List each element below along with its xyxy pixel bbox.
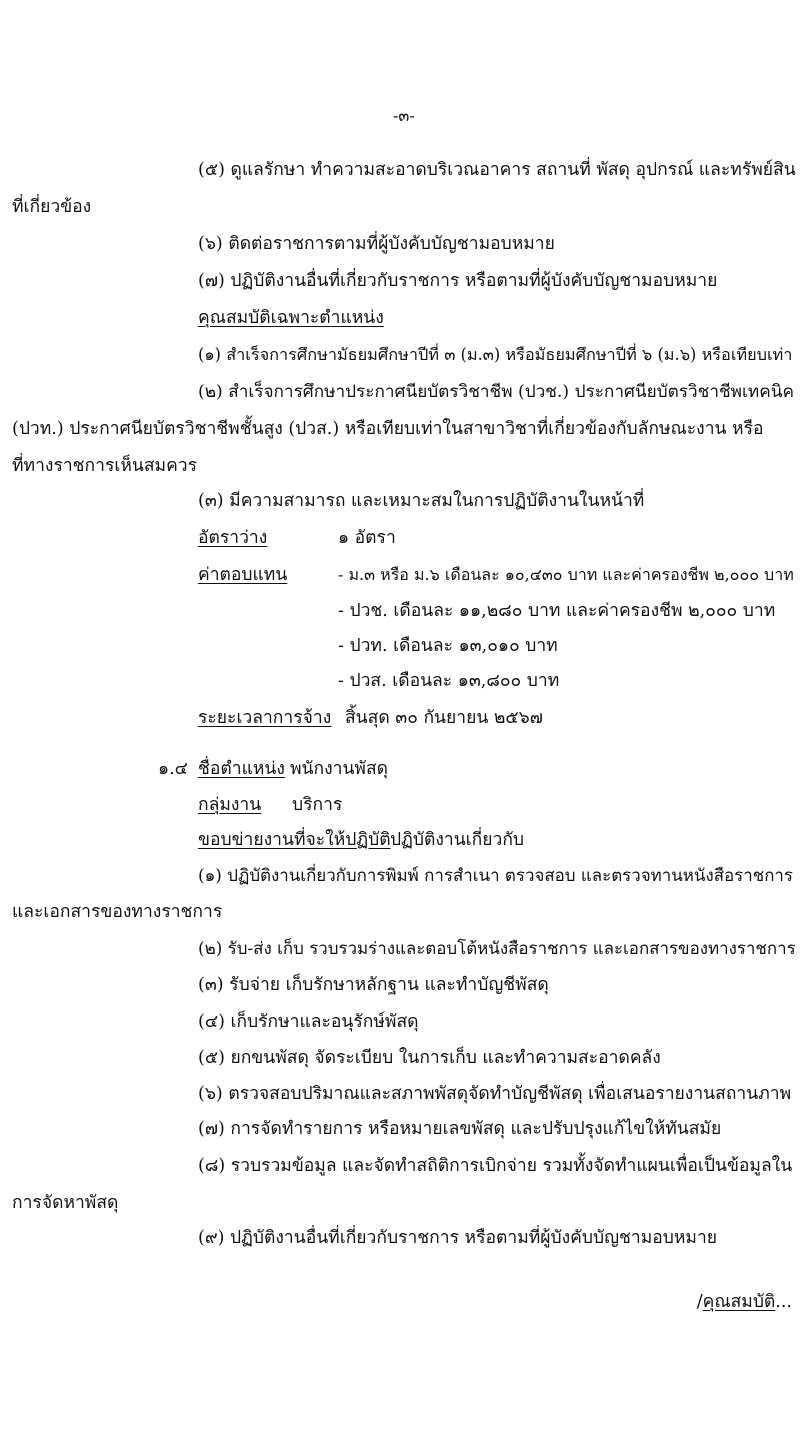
position-title-value: พนักงานพัสดุ [290, 759, 389, 779]
qualification-2-line2: (ปวท.) ประกาศนียบัตรวิชาชีพชั้นสูง (ปวส.) หรือเทียบเท่าในสาขาวิชาที่เกี่ยวข้องกับลักษณะงาน หรือ [12, 419, 764, 439]
vacancy-label: อัตราว่าง [198, 528, 268, 548]
continuation-marker [697, 1290, 792, 1314]
position-title-label: ชื่อตำแหน่ง [198, 759, 285, 779]
qualification-2-line3: ที่ทางราชการเห็นสมควร [12, 456, 197, 476]
continuation-prefix: / [696, 1292, 703, 1312]
duty-2: (๒) รับ-ส่ง เก็บ รวบรวมร่างและตอบโต้หนังสือราชการ และเอกสารของทางราชการ [198, 938, 796, 958]
page-number: -๓- [393, 106, 415, 125]
duty-6: (๖) ตรวจสอบปริมาณและสภาพพัสดุจัดทำบัญชีพัสดุ เพื่อเสนอรายงานสถานภาพ [198, 1084, 792, 1104]
duty-4: (๔) เก็บรักษาและอนุรักษ์พัสดุ [198, 1012, 419, 1032]
continuation-word: คุณสมบัติ [702, 1292, 776, 1312]
duty-item-5-line2: ที่เกี่ยวข้อง [12, 197, 92, 217]
duty-8-line1: (๘) รวบรวมข้อมูล และจัดทำสถิติการเบิกจ่าย รวมทั้งจัดทำแผนเพื่อเป็นข้อมูลใน [198, 1156, 793, 1176]
duty-8-line2: การจัดหาพัสดุ [12, 1193, 119, 1213]
qualification-2-line1: (๒) สำเร็จการศึกษาประกาศนียบัตรวิชาชีพ (ปวช.) ประกาศนียบัตรวิชาชีพเทคนิค [198, 382, 794, 402]
scope-value: ปฏิบัติงานเกี่ยวกับ [390, 830, 525, 850]
vacancy-value: ๑ อัตรา [338, 528, 396, 548]
compensation-label: ค่าตอบแทน [198, 565, 288, 585]
duty-5: (๕) ยกขนพัสดุ จัดระเบียบ ในการเก็บ และทำความสะอาดคลัง [198, 1048, 661, 1068]
qualifications-heading: คุณสมบัติเฉพาะตำแหน่ง [198, 308, 384, 328]
work-group-label: กลุ่มงาน [198, 795, 262, 815]
duty-item-5-line1: (๕) ดูแลรักษา ทำความสะอาดบริเวณอาคาร สถานที่ พัสดุ อุปกรณ์ และทรัพย์สิน [198, 160, 796, 180]
employment-period-label: ระยะเวลาการจ้าง [198, 708, 332, 728]
compensation-item: - ปวท. เดือนละ ๑๓,๐๑๐ บาท [338, 636, 558, 656]
duty-9: (๙) ปฏิบัติงานอื่นที่เกี่ยวกับราชการ หรือตามที่ผู้บังคับบัญชามอบหมาย [198, 1228, 718, 1248]
qualification-1: (๑) สำเร็จการศึกษามัธยมศึกษาปีที่ ๓ (ม.๓) หรือมัธยมศึกษาปีที่ ๖ (ม.๖) หรือเทียบเท่า [198, 345, 793, 364]
scope-label: ขอบข่ายงานที่จะให้ปฏิบัติ [198, 830, 391, 850]
duty-3: (๓) รับจ่าย เก็บรักษาหลักฐาน และทำบัญชีพัสดุ [198, 975, 549, 995]
compensation-item: - ปวช. เดือนละ ๑๑,๒๘๐ บาท และค่าครองชีพ ๒,๐๐๐ บาท [338, 601, 776, 621]
compensation-item: - ม.๓ หรือ ม.๖ เดือนละ ๑๐,๔๓๐ บาท และค่าครองชีพ ๒,๐๐๐ บาท [338, 565, 794, 584]
duty-1-line1: (๑) ปฏิบัติงานเกี่ยวกับการพิมพ์ การสำเนา ตรวจสอบ และตรวจทานหนังสือราชการ [198, 865, 793, 885]
duty-7: (๗) การจัดทำรายการ หรือหมายเลขพัสดุ และปรับปรุงแก้ไขให้ทันสมัย [198, 1119, 722, 1139]
duty-1-line2: และเอกสารของทางราชการ [12, 902, 223, 922]
duty-item-7: (๗) ปฏิบัติงานอื่นที่เกี่ยวกับราชการ หรือตามที่ผู้บังคับบัญชามอบหมาย [198, 271, 718, 291]
qualification-3: (๓) มีความสามารถ และเหมาะสมในการปฏิบัติงานในหน้าที่ [198, 491, 645, 511]
duty-item-6: (๖) ติดต่อราชการตามที่ผู้บังคับบัญชามอบหมาย [198, 234, 555, 254]
compensation-item: - ปวส. เดือนละ ๑๓,๘๐๐ บาท [338, 671, 560, 691]
section-number: ๑.๔ [158, 759, 188, 779]
employment-period-value: สิ้นสุด ๓๐ กันยายน ๒๕๖๗ [345, 708, 543, 728]
work-group-value: บริการ [292, 795, 343, 815]
continuation-suffix: ... [775, 1292, 792, 1312]
